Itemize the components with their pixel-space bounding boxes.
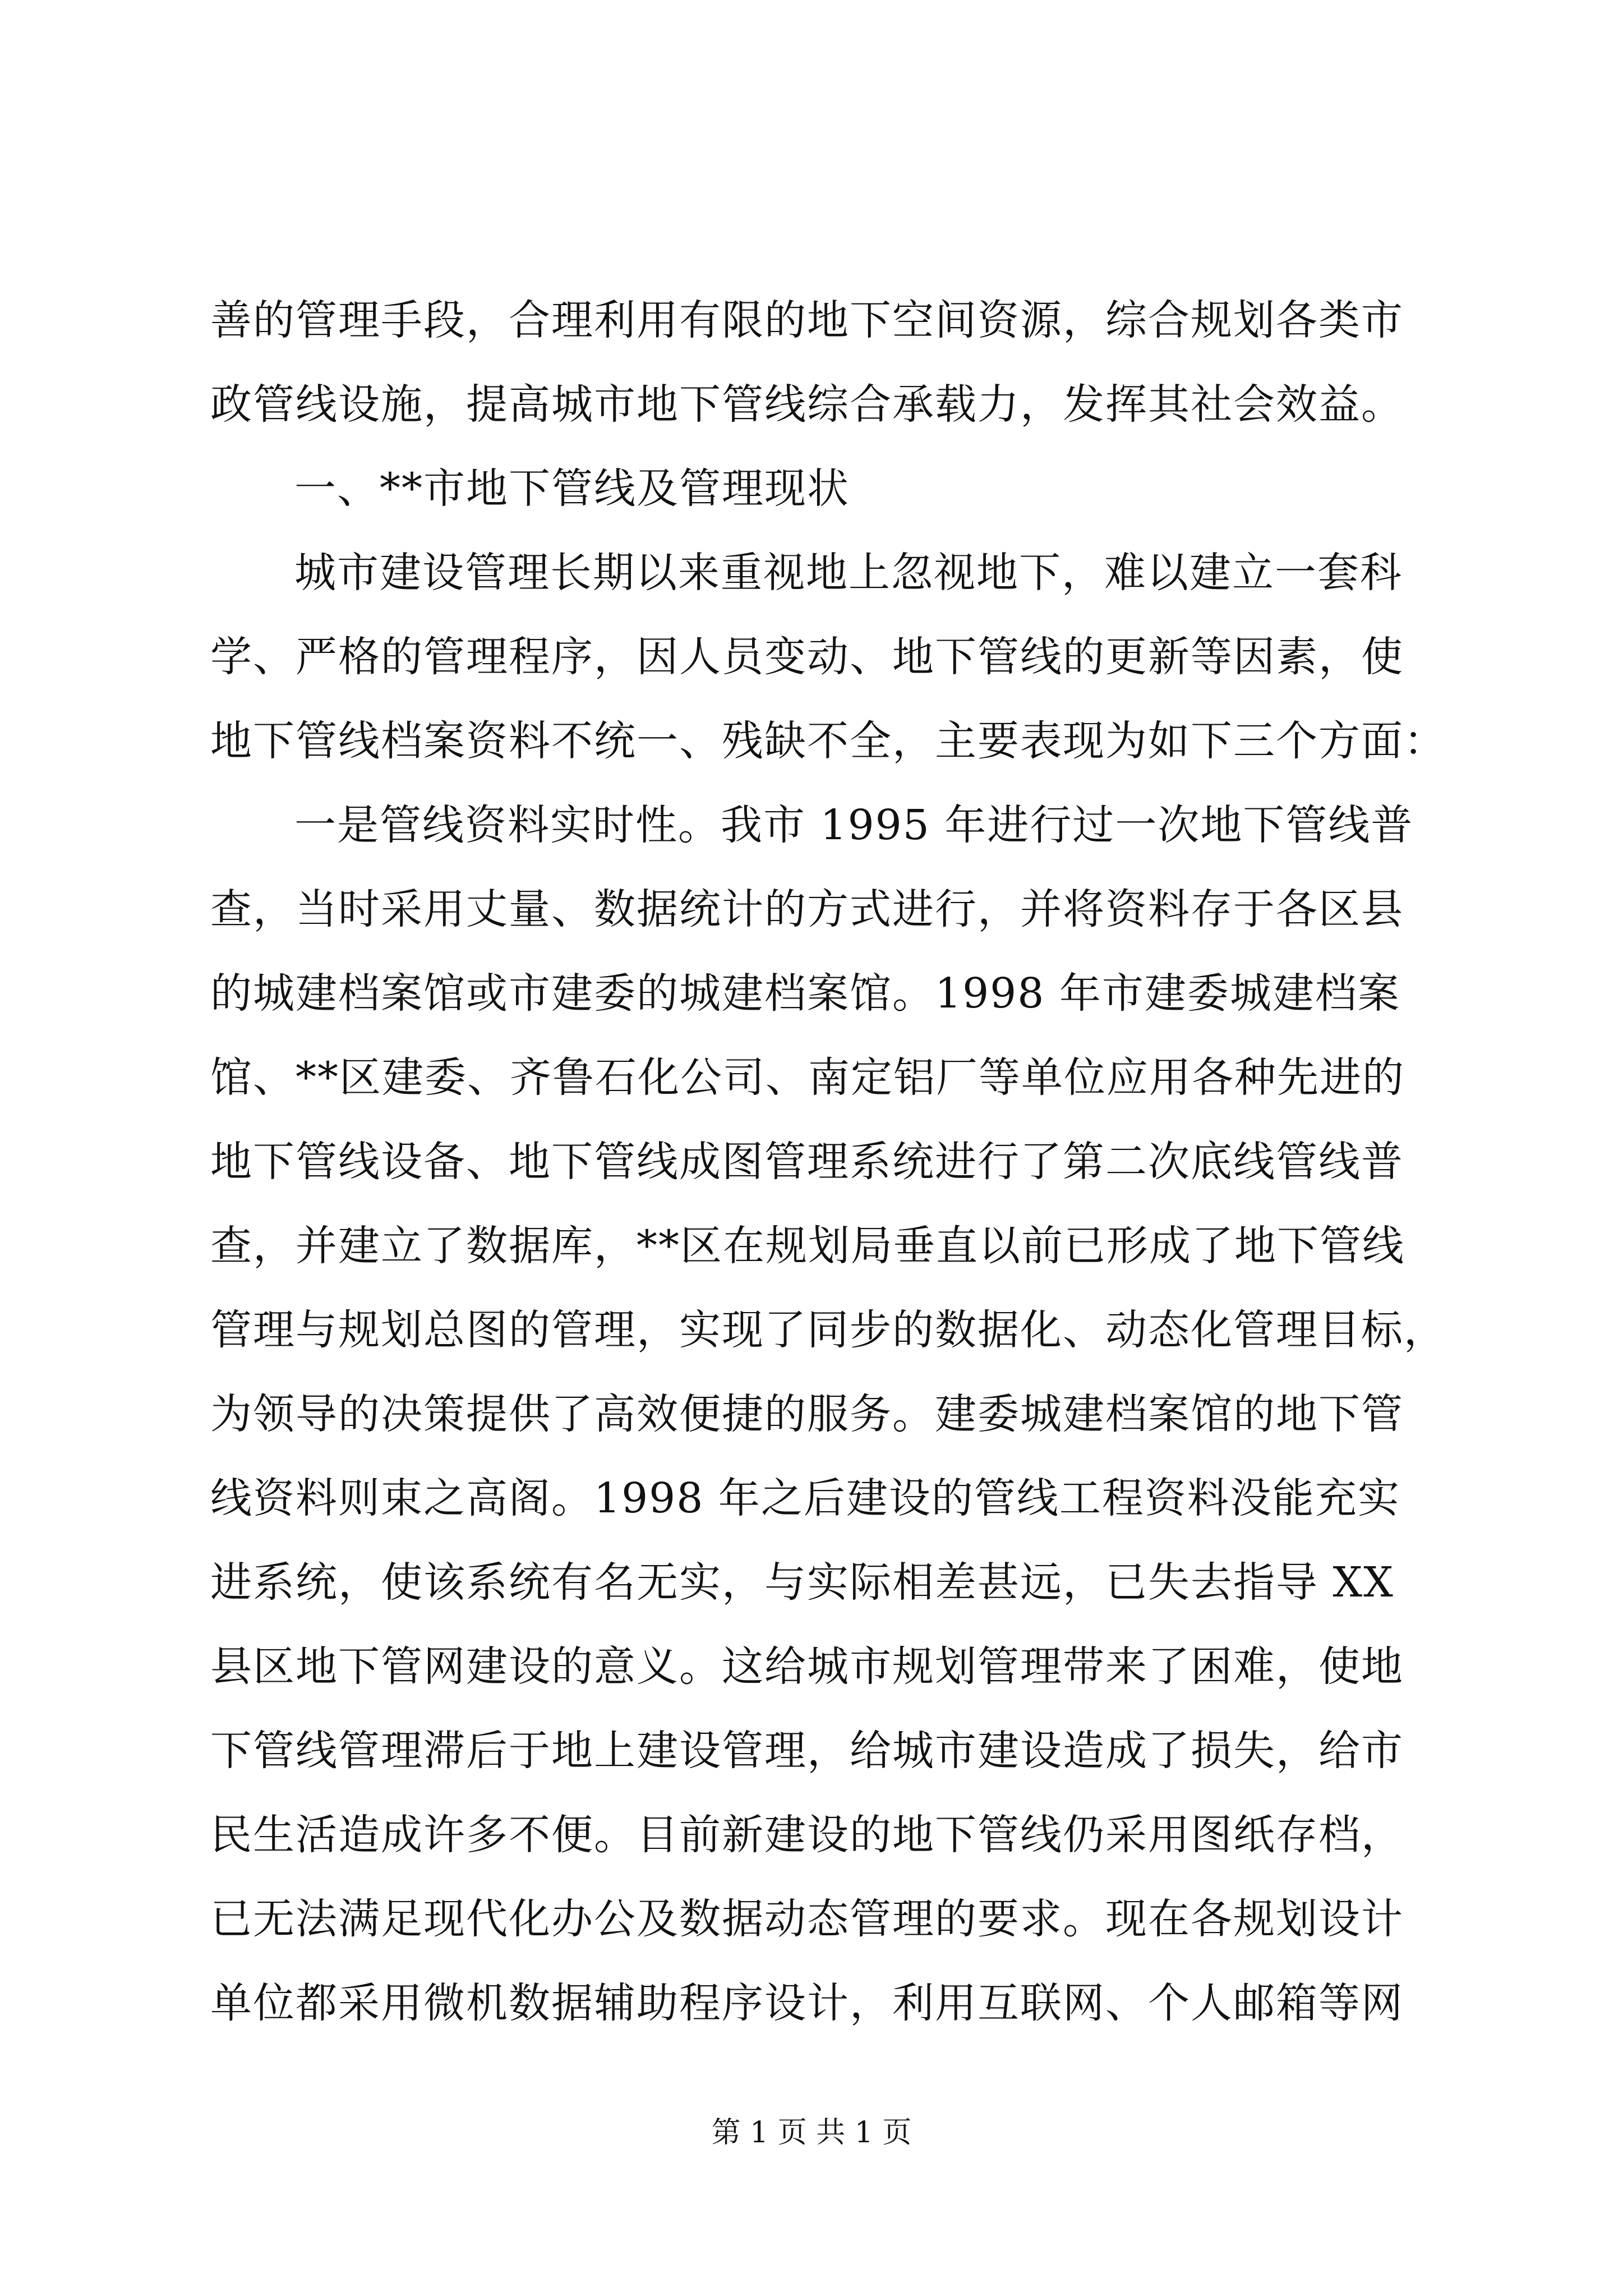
text-line: 查，当时采用丈量、数据统计的方式进行，并将资料存于各区县: [210, 885, 1404, 933]
text-line: 已无法满足现代化办公及数据动态管理的要求。现在各规划设计: [210, 1895, 1404, 1943]
text-line: 为领导的决策提供了高效便捷的服务。建委城建档案馆的地下管: [210, 1390, 1404, 1438]
text-line: 地下管线设备、地下管线成图管理系统进行了第二次底线管线普: [210, 1138, 1404, 1186]
text-line: 县区地下管网建设的意义。这给城市规划管理带来了困难，使地: [210, 1642, 1404, 1691]
text-line: 地下管线档案资料不统一、残缺不全，主要表现为如下三个方面：: [210, 717, 1446, 765]
text-line: 线资料则束之高阁。1998 年之后建设的管线工程资料没能充实: [210, 1474, 1400, 1522]
text-line: 下管线管理滞后于地上建设管理，给城市建设造成了损失，给市: [210, 1727, 1404, 1775]
text-line: 单位都采用微机数据辅助程序设计，利用互联网、个人邮箱等网: [210, 1979, 1404, 2027]
page-footer: 第 1 页 共 1 页: [711, 2116, 912, 2150]
text-line: 查，并建立了数据库，**区在规划局垂直以前已形成了地下管线: [210, 1222, 1405, 1270]
text-line: 管理与规划总图的管理，实现了同步的数据化、动态化管理目标，: [210, 1306, 1446, 1354]
text-line: 城市建设管理长期以来重视地上忽视地下，难以建立一套科: [294, 549, 1403, 597]
text-line: 学、严格的管理程序，因人员变动、地下管线的更新等因素，使: [210, 633, 1404, 681]
text-line: 一是管线资料实时性。我市 1995 年进行过一次地下管线普: [294, 801, 1414, 849]
text-line: 的城建档案馆或市建委的城建档案馆。1998 年市建委城建档案: [210, 969, 1400, 1018]
text-line: 馆、**区建委、齐鲁石化公司、南定铝厂等单位应用各种先进的: [210, 1053, 1405, 1102]
text-line: 政管线设施，提高城市地下管线综合承载力，发挥其社会效益。: [210, 380, 1404, 429]
section-heading: 一、**市地下管线及管理现状: [294, 464, 850, 513]
text-line: 民生活造成许多不便。目前新建设的地下管线仍采用图纸存档，: [210, 1811, 1404, 1859]
text-line: 进系统，使该系统有名无实，与实际相差甚远，已失去指导 XX: [210, 1558, 1394, 1607]
text-line: 善的管理手段，合理利用有限的地下空间资源，综合规划各类市: [210, 296, 1404, 344]
